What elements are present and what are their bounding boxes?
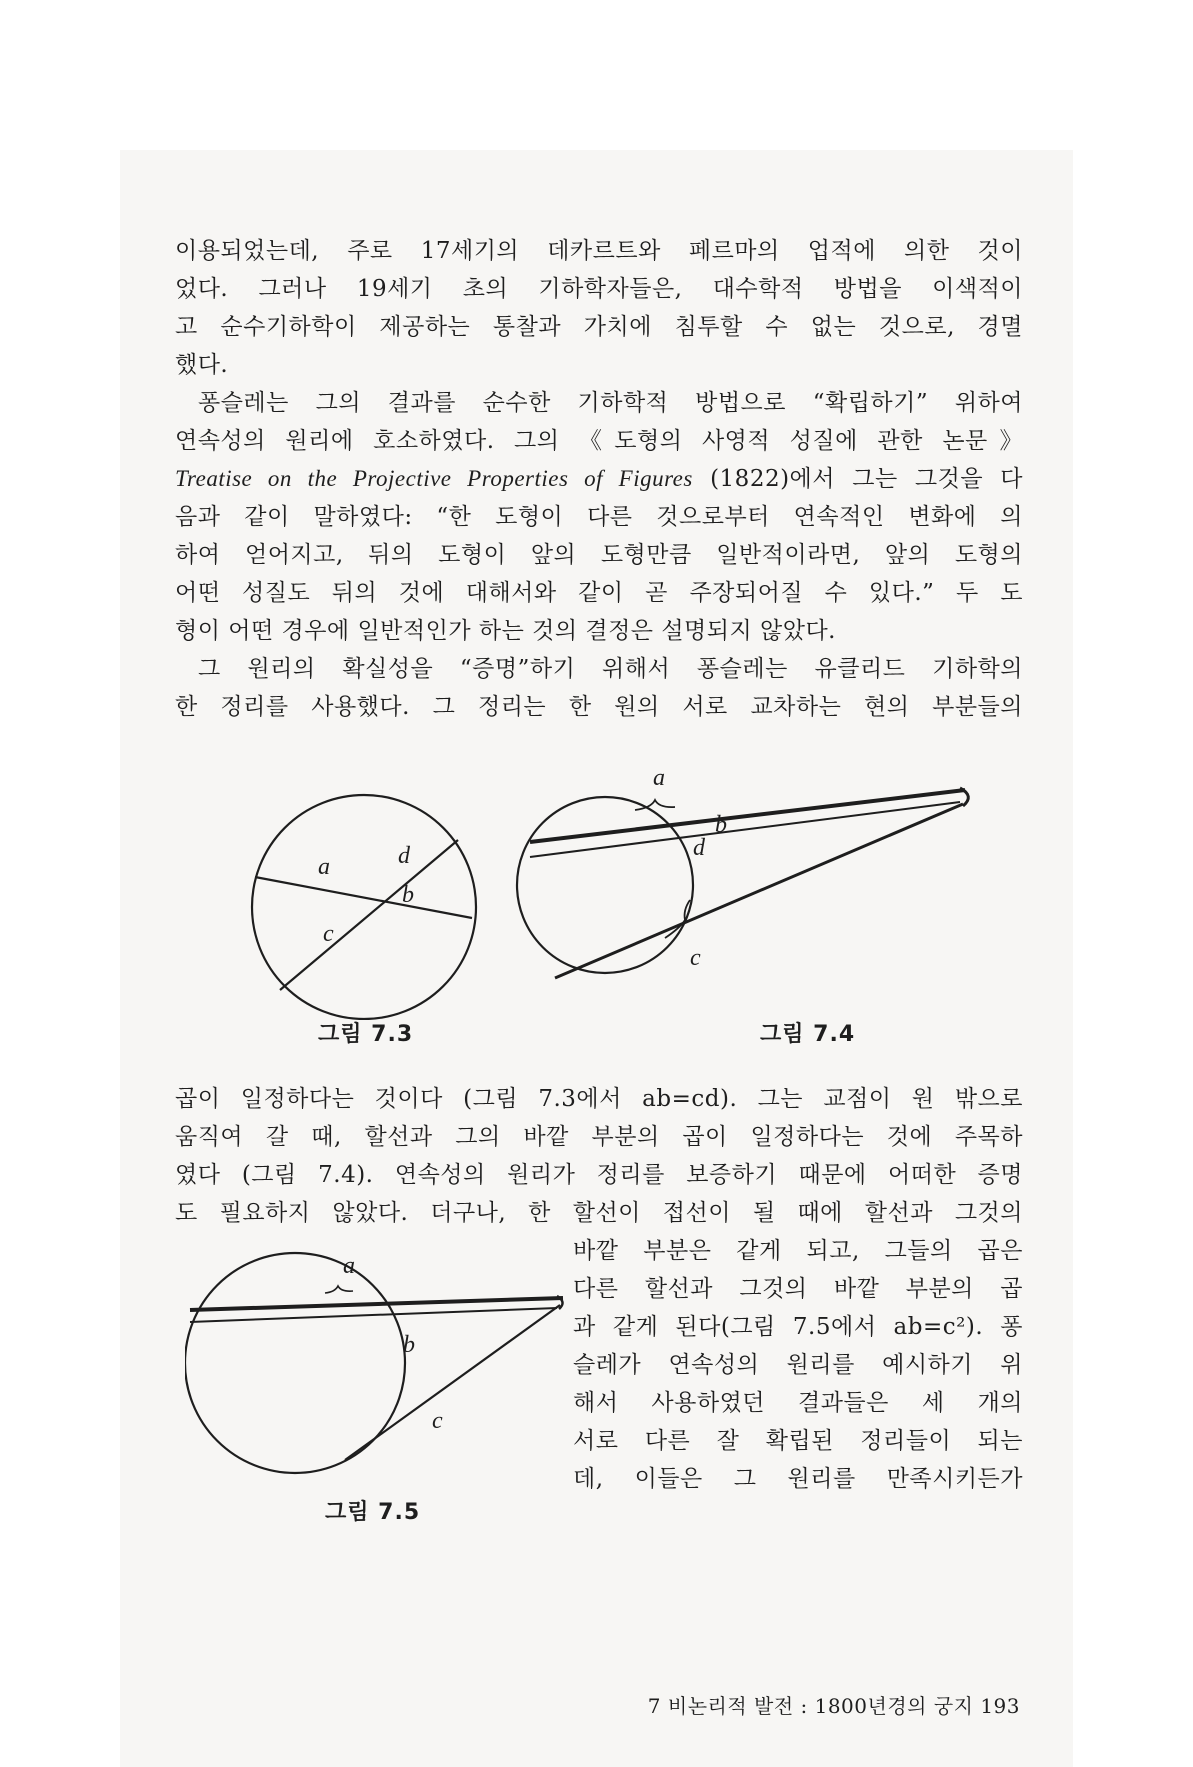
text-line: 과 같게 된다(그림 7.5에서 ab=c²). 퐁: [573, 1314, 1023, 1340]
text-line: 움직여 갈 때, 할선과 그의 바깥 부분의 곱이 일정하다는 것에 주목하: [175, 1124, 1023, 1150]
figure-7-5: [185, 1248, 570, 1478]
text-line: 슬레가 연속성의 원리를 예시하기 위: [573, 1352, 1023, 1378]
text-line: 서로 다른 잘 확립된 정리들이 되는: [573, 1428, 1023, 1454]
text-line: 고 순수기하학이 제공하는 통찰과 가치에 침투할 수 없는 것으로, 경멸: [175, 314, 1023, 340]
text-line: 해서 사용하였던 결과들은 세 개의: [573, 1390, 1023, 1416]
text-line: 형이 어떤 경우에 일반적인가 하는 것의 결정은 설명되지 않았다.: [175, 618, 836, 644]
text-line: 음과 같이 말하였다: “한 도형이 다른 것으로부터 연속적인 변화에 의: [175, 504, 1023, 530]
figure-7-3: [250, 790, 480, 1020]
text-line: 연속성의 원리에 호소하였다. 그의 《도형의 사영적 성질에 관한 논문》: [175, 428, 1023, 454]
paragraph-side: [573, 1232, 1023, 1498]
caption-fig-7-5: 그림 7.5: [325, 1500, 421, 1525]
paragraph-top: [175, 232, 1023, 726]
chord-cd: [280, 840, 458, 990]
paragraph-bottom: [175, 1080, 1023, 1232]
label-a: a: [653, 765, 665, 791]
text-line: 곱이 일정하다는 것이다 (그림 7.3에서 ab=cd). 그는 교점이 원 밖으로: [175, 1086, 1023, 1112]
label-c: c: [690, 945, 701, 971]
text-line: 퐁슬레는 그의 결과를 순수한 기하학적 방법으로 “확립하기” 위하여: [198, 390, 1023, 416]
text-line: 그 원리의 확실성을 “증명”하기 위해서 퐁슬레는 유클리드 기하학의: [198, 656, 1023, 682]
text-line: 다른 할선과 그것의 바깥 부분의 곱: [573, 1276, 1023, 1302]
label-d: d: [398, 843, 410, 869]
text-line: 바깥 부분은 같게 되고, 그들의 곱은: [573, 1238, 1023, 1264]
text-line: 하여 얻어지고, 뒤의 도형이 앞의 도형만큼 일반적이라면, 앞의 도형의: [175, 542, 1023, 568]
label-c: c: [323, 921, 334, 947]
text-line: 어떤 성질도 뒤의 것에 대해서와 같이 곧 주장되어질 수 있다.” 두 도: [175, 580, 1023, 606]
text-line: 했다.: [175, 352, 229, 378]
circle: [517, 797, 693, 973]
running-footer: 7 비논리적 발전 : 1800년경의 궁지 193: [647, 1694, 1020, 1718]
chord-ab: [255, 877, 472, 918]
brace-a: [325, 1286, 353, 1293]
label-b: b: [403, 1332, 415, 1358]
label-b: b: [402, 882, 414, 908]
tangent: [345, 1305, 560, 1460]
text-line: 데, 이들은 그 원리를 만족시키든가: [573, 1466, 1023, 1492]
text-line: 였다 (그림 7.4). 연속성의 원리가 정리를 보증하기 때문에 어떠한 증명: [175, 1162, 1023, 1188]
label-d: d: [693, 835, 705, 861]
caption-fig-7-4: 그림 7.4: [760, 1022, 856, 1047]
text-fragment: (1822)에서 그는 그것을 다: [710, 466, 1023, 492]
text-line: 한 정리를 사용했다. 그 정리는 한 원의 서로 교차하는 현의 부분들의: [175, 694, 1023, 720]
label-a: a: [318, 854, 330, 880]
english-title: Treatise on the Projective Properties of Figures: [175, 466, 693, 491]
text-line: 었다. 그러나 19세기 초의 기하학자들은, 대수학적 방법을 이색적이: [175, 276, 1023, 302]
label-a: a: [343, 1253, 355, 1279]
caption-fig-7-3: 그림 7.3: [318, 1022, 414, 1047]
secant: [190, 1298, 563, 1310]
figure-7-4: [515, 760, 985, 1010]
label-c: c: [432, 1408, 443, 1434]
text-line: 도 필요하지 않았다. 더구나, 한 할선이 접선이 될 때에 할선과 그것의: [175, 1200, 1023, 1226]
secant-upper-inner: [530, 802, 960, 857]
text-line: 이용되었는데, 주로 17세기의 데카르트와 페르마의 업적에 의한 것이: [175, 238, 1023, 264]
label-b: b: [715, 812, 727, 838]
text-line-with-title: [175, 460, 1023, 498]
